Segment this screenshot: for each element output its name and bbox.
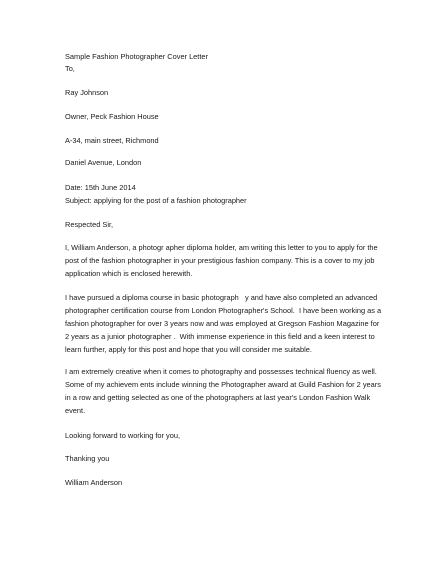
signature-name: William Anderson — [65, 478, 123, 487]
recipient-title: Owner, Peck Fashion House — [65, 112, 159, 121]
paragraph-2-line: learn further, apply for this post and hope that you will consider me suitable. — [65, 345, 312, 354]
address-line-2: Daniel Avenue, London — [65, 158, 142, 167]
salutation: Respected Sir, — [65, 220, 114, 229]
paragraph-3-line: in a row and getting selected as one of the photographers at last year's London Fashion Walk — [65, 393, 371, 402]
letter-title: Sample Fashion Photographer Cover Letter — [65, 52, 208, 61]
paragraph-1-line: application which is enclosed herewith. — [65, 269, 193, 278]
paragraph-1-line: post of the fashion photographer in your prestigious fashion company. This is a cover to my job — [65, 256, 375, 265]
paragraph-2-line: 2 years as a junior photographer . With immense experience in this field and a keen interest to — [65, 332, 375, 341]
letter-date: Date: 15th June 2014 — [65, 183, 136, 192]
recipient-name: Ray Johnson — [65, 88, 109, 97]
paragraph-2-line: fashion photographer for over 3 years now and was employed at Gregson Fashion Magazine for — [65, 319, 380, 328]
paragraph-3-line: Some of my achievem ents include winning the Photographer award at Guild Fashion for 2 years — [65, 380, 381, 389]
to-line: To, — [65, 64, 75, 73]
closing-line: Looking forward to working for you, — [65, 431, 181, 440]
address-line-1: A-34, main street, Richmond — [65, 136, 159, 145]
thanks-line: Thanking you — [65, 454, 110, 463]
paragraph-2-line: I have pursued a diploma course in basic photograph y and have also completed an advanced — [65, 293, 378, 302]
letter-subject: Subject: applying for the post of a fashion photographer — [65, 196, 247, 205]
paragraph-2-line: photographer certification course from London Photographer's School. I have been working as a — [65, 306, 382, 315]
paragraph-3-line: event. — [65, 406, 86, 415]
paragraph-3-line: I am extremely creative when it comes to photography and possesses technical fluency as well. — [65, 367, 377, 376]
paragraph-1-line: I, William Anderson, a photogr apher diploma holder, am writing this letter to you to apply for the — [65, 243, 378, 252]
